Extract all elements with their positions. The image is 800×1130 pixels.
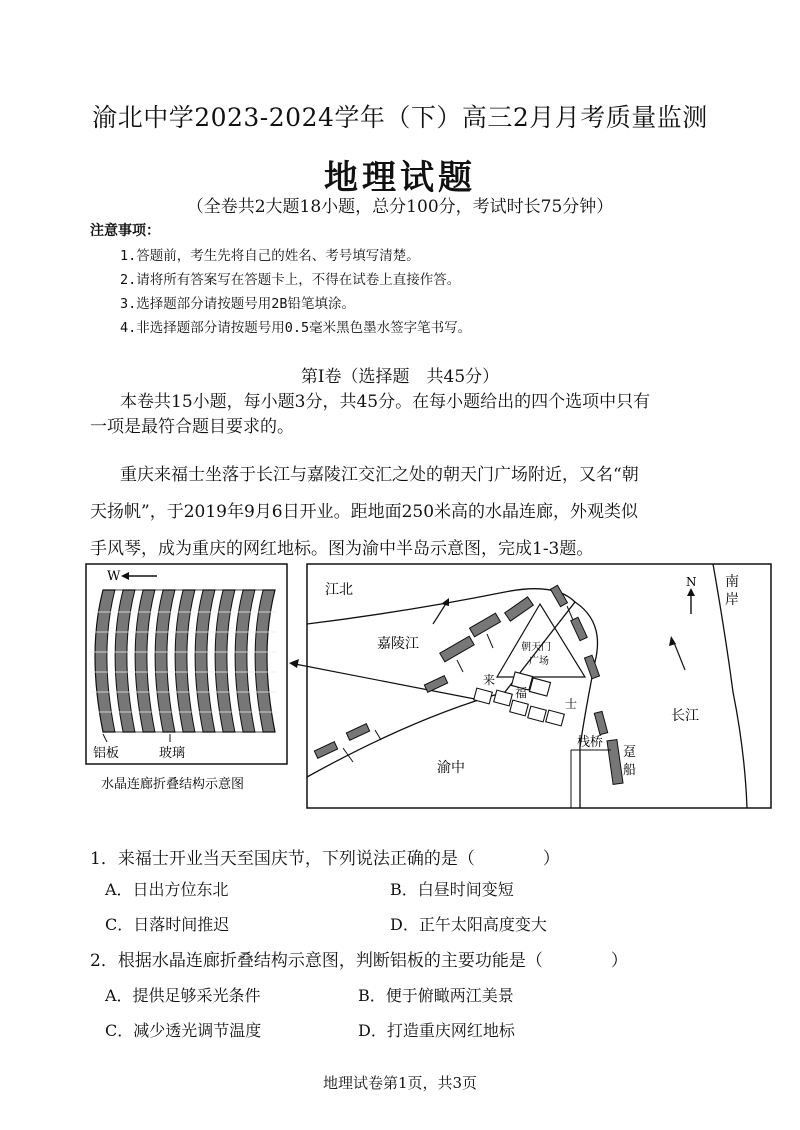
section-title: 第Ⅰ卷（选择题 共45分） xyxy=(300,367,500,387)
docks xyxy=(314,585,623,784)
inset-caption: 水晶连廊折叠结构示意图 xyxy=(101,777,245,792)
yangtze-flow-arrow-icon xyxy=(669,636,685,670)
section-intro-line: 一项是最符合题目要求的。 xyxy=(90,417,294,437)
question-option: A．提供足够采光条件 xyxy=(105,986,261,1005)
passage-line: 天扬帆”，于2019年9月6日开业。距地面250米高的水晶连廊，外观类似 xyxy=(90,502,639,522)
school-title: 渝北中学2023-2024学年（下）高三2月月考质量监测 xyxy=(92,103,708,132)
changjiang-label: 长江 xyxy=(671,708,699,724)
question-option: C．减少透光调节温度 xyxy=(105,1021,262,1040)
section-intro-line: 本卷共15小题，每小题3分，共45分。在每小题给出的四个选项中只有 xyxy=(120,392,651,412)
trestle-label: 栈桥 xyxy=(577,735,604,750)
square-label-2: 广场 xyxy=(529,656,549,667)
passage-line: 重庆来福士坐落于长江与嘉陵江交汇之处的朝天门广场附近，又名“朝 xyxy=(120,465,639,485)
figure xyxy=(85,562,775,812)
page-footer: 地理试卷第1页，共3页 xyxy=(322,1074,478,1092)
jiangbei-label: 江北 xyxy=(325,582,353,598)
note-item: 1.答题前，考生先将自己的姓名、考号填写清楚。 xyxy=(120,248,420,264)
glass-label: 玻璃 xyxy=(159,746,186,761)
nanan-label-2: 岸 xyxy=(725,592,739,608)
question-option: A．日出方位东北 xyxy=(105,880,229,899)
note-item: 3.选择题部分请按题号用2B铅笔填涂。 xyxy=(120,296,356,312)
passage-line: 手风琴，成为重庆的网红地标。图为渝中半岛示意图，完成1-3题。 xyxy=(90,539,594,559)
aluminum-label: 铝板 xyxy=(93,746,120,761)
question-option: B．便于俯瞰两江美景 xyxy=(358,986,514,1005)
pontoon-label-1: 趸 xyxy=(623,745,637,760)
question-stem: 2．根据水晶连廊折叠结构示意图，判断铝板的主要功能是（ ） xyxy=(90,951,628,971)
square-label-1: 朝天门 xyxy=(521,642,551,653)
yuzhong-label: 渝中 xyxy=(437,760,465,776)
pontoon-label-2: 船 xyxy=(623,763,637,778)
raffles-label-3: 士 xyxy=(565,697,578,711)
raffles-label-1: 来 xyxy=(483,673,496,687)
jialingjiang-label: 嘉陵江 xyxy=(377,636,419,652)
question-option: D．打造重庆网红地标 xyxy=(358,1021,515,1040)
west-arrow-icon xyxy=(121,572,157,580)
west-label: W xyxy=(107,569,121,584)
north-label: N xyxy=(686,575,697,589)
question-option: C．日落时间推迟 xyxy=(105,915,230,934)
subject-title: 地理试题 xyxy=(324,158,476,198)
north-arrow-icon xyxy=(687,588,695,614)
notes-heading: 注意事项： xyxy=(90,223,160,239)
exam-info: （全卷共2大题18小题，总分100分，考试时长75分钟） xyxy=(186,197,614,217)
question-option: B．白昼时间变短 xyxy=(390,880,514,899)
note-item: 4.非选择题部分请按题号用0.5毫米黑色墨水签字笔书写。 xyxy=(120,320,472,336)
note-item: 2.请将所有答案写在答题卡上，不得在试卷上直接作答。 xyxy=(120,272,461,288)
question-option: D．正午太阳高度变大 xyxy=(390,915,547,934)
nanan-label-1: 南 xyxy=(725,574,739,590)
jialing-flow-arrow-icon xyxy=(433,598,449,624)
raffles-label-2: 福 xyxy=(515,686,528,700)
question-stem: 1．来福士开业当天至国庆节，下列说法正确的是（ ） xyxy=(90,849,560,869)
pointer-arrow-icon xyxy=(289,659,480,700)
